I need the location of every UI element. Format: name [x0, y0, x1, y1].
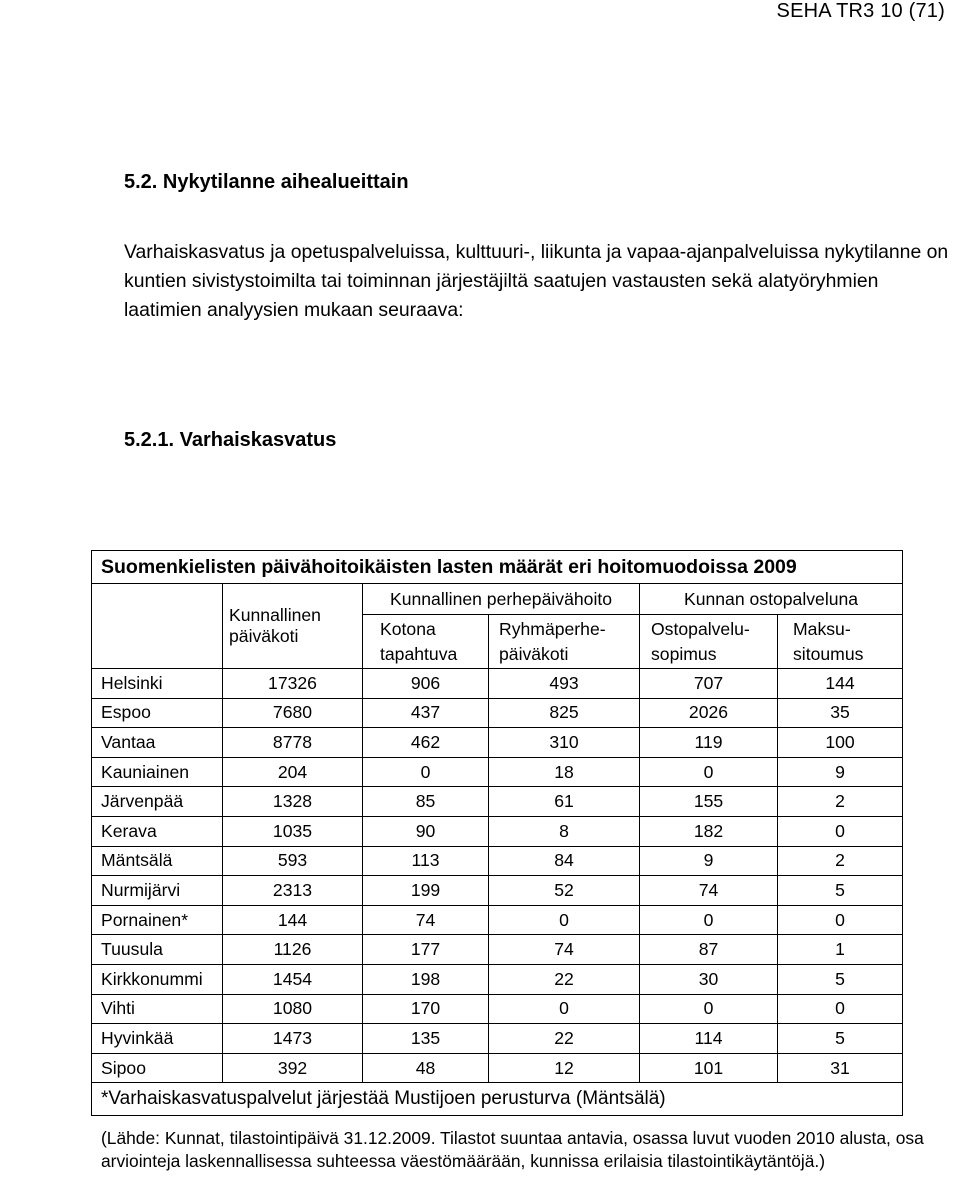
- municipality-cell: Mäntsälä: [92, 846, 223, 876]
- municipality-cell: Vantaa: [92, 728, 223, 758]
- value-cell: 85: [363, 787, 489, 817]
- header-ryhmaperhe: Ryhmäperhe-päiväkoti: [489, 615, 640, 669]
- subsection-title: 5.2.1. Varhaiskasvatus: [124, 429, 337, 451]
- table-row: [92, 669, 903, 699]
- table-row: [92, 728, 903, 758]
- value-cell: 0: [640, 994, 778, 1024]
- value-cell: 61: [489, 787, 640, 817]
- municipality-cell: Nurmijärvi: [92, 876, 223, 906]
- value-cell: 2026: [640, 698, 778, 728]
- table-row: [92, 964, 903, 994]
- value-cell: 5: [778, 1024, 903, 1054]
- value-cell: 48: [363, 1053, 489, 1083]
- municipality-cell: Espoo: [92, 698, 223, 728]
- table-row: [92, 994, 903, 1024]
- table-footnote: *Varhaiskasvatuspalvelut järjestää Mustijoen perusturva (Mäntsälä): [92, 1083, 903, 1116]
- value-cell: 0: [640, 757, 778, 787]
- municipality-cell: Tuusula: [92, 935, 223, 965]
- section-title: 5.2. Nykytilanne aihealueittain: [124, 171, 409, 193]
- value-cell: 0: [363, 757, 489, 787]
- table-row: [92, 816, 903, 846]
- value-cell: 204: [223, 757, 363, 787]
- value-cell: 7680: [223, 698, 363, 728]
- table-title-row: [92, 551, 903, 584]
- value-cell: 2: [778, 846, 903, 876]
- header-group-perhepaivahoito: Kunnallinen perhepäivähoito: [363, 584, 640, 615]
- value-cell: 1454: [223, 964, 363, 994]
- value-cell: 114: [640, 1024, 778, 1054]
- value-cell: 144: [223, 905, 363, 935]
- table-row: [92, 1024, 903, 1054]
- value-cell: 2: [778, 787, 903, 817]
- header-corner: [92, 584, 223, 669]
- header-maksu: Maksu-sitoumus: [778, 615, 903, 669]
- municipality-cell: Helsinki: [92, 669, 223, 699]
- value-cell: 5: [778, 964, 903, 994]
- municipality-cell: Kerava: [92, 816, 223, 846]
- intro-paragraph: Varhaiskasvatus ja opetuspalveluissa, kulttuuri-, liikunta ja vapaa-ajanpalveluissa nykytilanne on kuntien sivistystoimilta tai toiminnan järjestäjiltä saatujen vastausten sekä alatyöryhmien laatimien analyysien mukaan seuraava:: [124, 241, 949, 321]
- value-cell: 2313: [223, 876, 363, 906]
- municipality-cell: Kauniainen: [92, 757, 223, 787]
- value-cell: 707: [640, 669, 778, 699]
- value-cell: 9: [640, 846, 778, 876]
- value-cell: 100: [778, 728, 903, 758]
- value-cell: 135: [363, 1024, 489, 1054]
- value-cell: 113: [363, 846, 489, 876]
- table-row: [92, 876, 903, 906]
- value-cell: 906: [363, 669, 489, 699]
- value-cell: 119: [640, 728, 778, 758]
- value-cell: 8: [489, 816, 640, 846]
- value-cell: 101: [640, 1053, 778, 1083]
- value-cell: 74: [640, 876, 778, 906]
- page-header-number: SEHA TR3 10 (71): [776, 0, 945, 22]
- municipality-cell: Kirkkonummi: [92, 964, 223, 994]
- table-row: [92, 905, 903, 935]
- header-kotona: Kotona tapahtuva: [363, 615, 489, 669]
- value-cell: 30: [640, 964, 778, 994]
- municipality-cell: Vihti: [92, 994, 223, 1024]
- value-cell: 74: [363, 905, 489, 935]
- value-cell: 177: [363, 935, 489, 965]
- value-cell: 437: [363, 698, 489, 728]
- value-cell: 9: [778, 757, 903, 787]
- value-cell: 84: [489, 846, 640, 876]
- table-row: [92, 787, 903, 817]
- source-note: (Lähde: Kunnat, tilastointipäivä 31.12.2009. Tilastot suuntaa antavia, osassa luvut vuoden 2010 alusta, osa arviointeja laskennallisessa suhteessa väestömäärään, kunnissa erilaisia tilastointikäytäntöjä.): [101, 1128, 924, 1171]
- value-cell: 1080: [223, 994, 363, 1024]
- daycare-table: [91, 550, 903, 1116]
- value-cell: 0: [640, 905, 778, 935]
- municipality-cell: Sipoo: [92, 1053, 223, 1083]
- value-cell: 1126: [223, 935, 363, 965]
- value-cell: 17326: [223, 669, 363, 699]
- value-cell: 90: [363, 816, 489, 846]
- value-cell: 182: [640, 816, 778, 846]
- value-cell: 462: [363, 728, 489, 758]
- municipality-cell: Pornainen*: [92, 905, 223, 935]
- value-cell: 22: [489, 1024, 640, 1054]
- table-row: [92, 846, 903, 876]
- value-cell: 1473: [223, 1024, 363, 1054]
- table-row: [92, 1053, 903, 1083]
- header-kunnallinen-paivakoti: Kunnallinen päiväkoti: [223, 584, 363, 669]
- value-cell: 1328: [223, 787, 363, 817]
- table-footnote-row: [92, 1083, 903, 1116]
- value-cell: 35: [778, 698, 903, 728]
- value-cell: 1: [778, 935, 903, 965]
- value-cell: 22: [489, 964, 640, 994]
- value-cell: 8778: [223, 728, 363, 758]
- value-cell: 12: [489, 1053, 640, 1083]
- municipality-cell: Järvenpää: [92, 787, 223, 817]
- value-cell: 74: [489, 935, 640, 965]
- municipality-cell: Hyvinkää: [92, 1024, 223, 1054]
- value-cell: 310: [489, 728, 640, 758]
- value-cell: 0: [778, 994, 903, 1024]
- value-cell: 825: [489, 698, 640, 728]
- value-cell: 155: [640, 787, 778, 817]
- value-cell: 87: [640, 935, 778, 965]
- table-row: [92, 757, 903, 787]
- value-cell: 144: [778, 669, 903, 699]
- value-cell: 0: [489, 905, 640, 935]
- table-row: [92, 935, 903, 965]
- value-cell: 0: [778, 816, 903, 846]
- table-header-row-1: [92, 584, 903, 615]
- value-cell: 18: [489, 757, 640, 787]
- header-ostopalvelu: Ostopalvelu-sopimus: [640, 615, 778, 669]
- value-cell: 0: [489, 994, 640, 1024]
- table-row: [92, 698, 903, 728]
- table-title: Suomenkielisten päivähoitoikäisten lasten määrät eri hoitomuodoissa 2009: [92, 551, 903, 584]
- value-cell: 198: [363, 964, 489, 994]
- value-cell: 5: [778, 876, 903, 906]
- value-cell: 31: [778, 1053, 903, 1083]
- value-cell: 493: [489, 669, 640, 699]
- value-cell: 1035: [223, 816, 363, 846]
- value-cell: 392: [223, 1053, 363, 1083]
- value-cell: 170: [363, 994, 489, 1024]
- value-cell: 0: [778, 905, 903, 935]
- value-cell: 52: [489, 876, 640, 906]
- value-cell: 593: [223, 846, 363, 876]
- value-cell: 199: [363, 876, 489, 906]
- header-group-ostopalveluna: Kunnan ostopalveluna: [640, 584, 903, 615]
